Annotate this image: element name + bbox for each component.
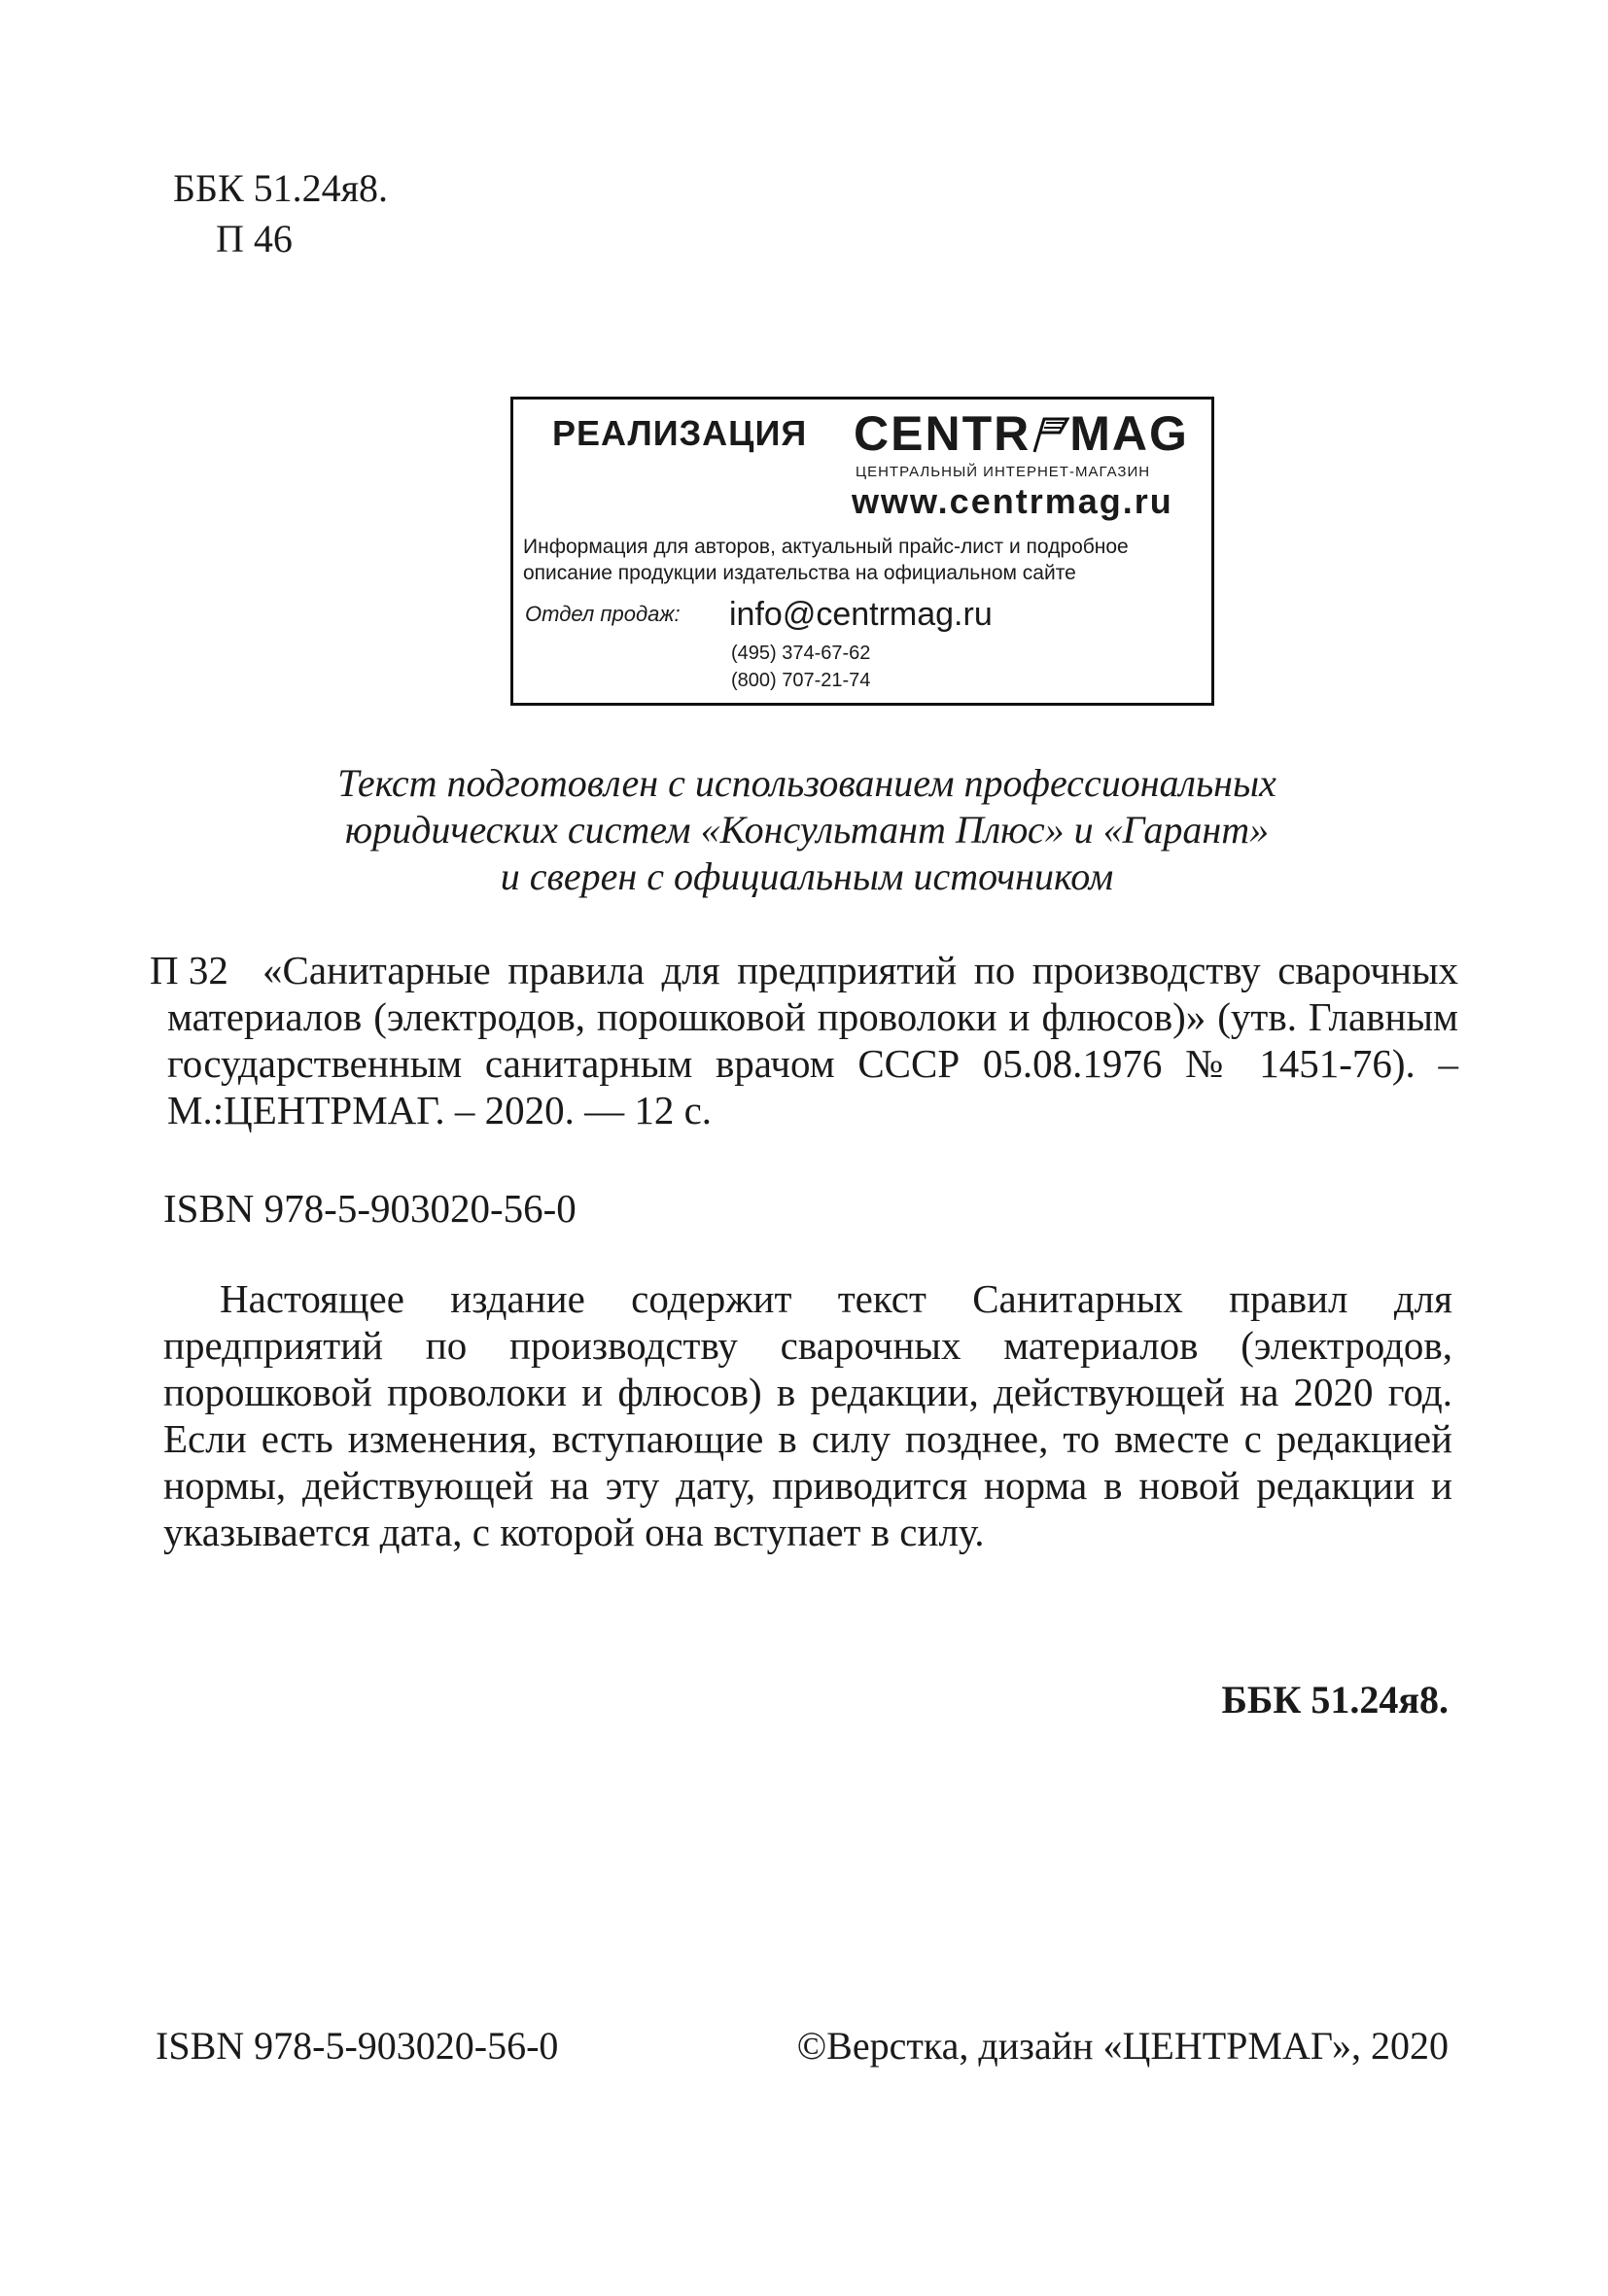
bbk-code: ББК 51.24я8. <box>173 166 389 210</box>
promo-info-line: Информация для авторов, актуальный прайс-лист и подробное <box>523 536 1129 558</box>
footer-isbn: ISBN 978-5-903020-56-0 <box>156 2024 559 2068</box>
source-note <box>175 760 1439 900</box>
isbn: ISBN 978-5-903020-56-0 <box>163 1186 577 1231</box>
sales-email[interactable]: info@centrmag.ru <box>729 596 993 633</box>
promo-info <box>523 534 1204 586</box>
source-note-line: и сверен с официальным источником <box>500 854 1114 898</box>
promo-info-line: описание продукции издательства на официальном сайте <box>523 562 1076 584</box>
brand-flag-icon <box>1031 415 1069 454</box>
copyright-notice: ©Верстка, дизайн «ЦЕНТРМАГ», 2020 <box>796 2024 1449 2068</box>
brand-tagline: ЦЕНТРАЛЬНЫЙ ИНТЕРНЕТ-МАГАЗИН <box>856 464 1151 480</box>
source-note-line: Текст подготовлен с использованием профессиональных <box>337 761 1276 805</box>
sales-phone: (495) 374-67-62 <box>731 643 871 664</box>
sales-phone: (800) 707-21-74 <box>731 670 871 691</box>
brand-logo <box>854 405 1189 462</box>
promo-label: РЕАЛИЗАЦИЯ <box>552 413 808 453</box>
sales-label: Отдел продаж: <box>525 602 681 626</box>
author-mark: П 46 <box>216 217 293 261</box>
entry-code: П 32 <box>150 948 228 992</box>
website-link[interactable]: www.centrmag.ru <box>852 481 1173 521</box>
brand-left: CENTR <box>854 406 1031 461</box>
brand-right: MAG <box>1069 406 1189 461</box>
publisher-promo-box <box>510 397 1214 706</box>
bbk-code-bold: ББК 51.24я8. <box>1221 1678 1449 1722</box>
bbk-classification <box>173 163 388 264</box>
source-note-line: юридических систем «Консультант Плюс» и «Гарант» <box>344 808 1270 852</box>
annotation-paragraph: Настоящее издание содержит текст Санитарных правил для предприятий по производству сварочных материалов (электродов, порошковой проволоки и флюсов) в редакции, действующей на 2020 год. Если есть изменения, вступающие в силу позднее, то вместе с редакцией нормы, действующей на эту дату, приводится норма в новой редакции и указывается дата, с которой она вступает в силу. <box>163 1276 1452 1554</box>
entry-text: «Санитарные правила для предприятий по производству сварочных материалов (электродов, порошковой проволоки и флюсов)» (утв. Главным государственным санитарным врачом СССР 05.08.1976 № 1451-76). – М.:ЦЕНТРМАГ. – 2020. — 12 с. <box>167 948 1458 1132</box>
